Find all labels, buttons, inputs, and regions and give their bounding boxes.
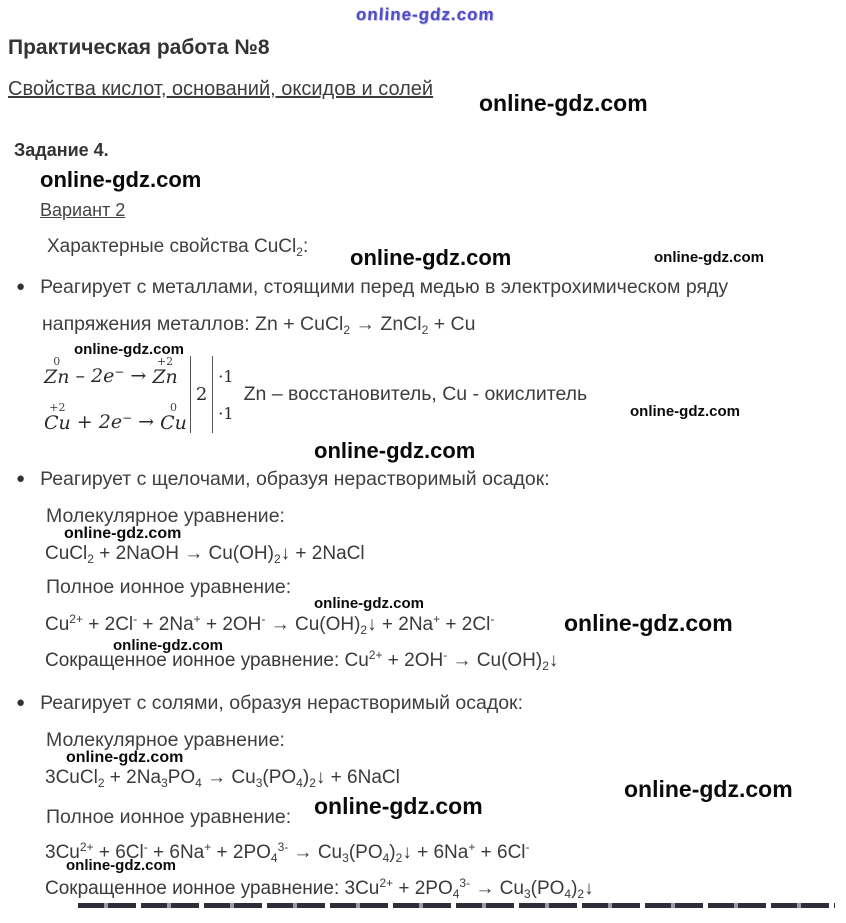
page-title: Практическая работа №8	[8, 36, 270, 59]
bullet-icon: ●	[16, 470, 26, 487]
page-subtitle: Свойства кислот, оснований, оксидов и солей	[8, 78, 434, 100]
molecular-equation-2: 3CuCl$_2$ + $2Na_3PO_4$ → $Cu_3(PO_4)_2↓$ + 6NaCl	[45, 767, 400, 790]
watermark: online-gdz.com	[40, 167, 202, 192]
watermark: online-gdz.com	[113, 637, 223, 654]
watermark-distorted-top: online-gdz.com	[355, 5, 496, 24]
watermark: online-gdz.com	[314, 595, 424, 612]
molecular-equation-1: CuCl$_2$ + 2NaOH → $Cu(OH)_2↓$ + 2NaCl	[45, 543, 365, 566]
redox-conclusion: Zn – восстановитель, Cu - окислитель	[243, 383, 588, 405]
oxidation-state-cu-right: 0 Cu	[160, 401, 187, 434]
bullet-text: Реагирует с металлами, стоящими перед медью в электрохимическом ряду	[40, 276, 729, 298]
cropped-text-sliver	[78, 903, 835, 908]
bullet-item-salts	[16, 692, 523, 715]
redox-balance-block	[44, 356, 587, 433]
watermark: online-gdz.com	[564, 610, 733, 636]
bullet-item-metals	[16, 276, 728, 299]
watermark: online-gdz.com	[66, 749, 184, 766]
watermark: online-gdz.com	[350, 245, 512, 270]
balance-multipliers: ·1 ·1	[218, 366, 234, 423]
molecular-equation-label: Молекулярное уравнение:	[46, 505, 285, 527]
electron-term: + 2e−	[76, 411, 133, 433]
molecular-equation-label: Молекулярное уравнение:	[46, 729, 285, 751]
oxidation-state-zn-left: 0 Zn	[44, 355, 70, 388]
watermark: online-gdz.com	[314, 438, 476, 463]
full-ionic-equation-label: Полное ионное уравнение:	[46, 806, 292, 828]
full-ionic-equation-1: $Cu^{2+} + 2Cl^- + 2Na^+ + 2OH^-$ → $Cu(OH)_2↓ + 2Na^+ + 2Cl^-$	[45, 612, 495, 637]
watermark: online-gdz.com	[630, 403, 740, 420]
full-ionic-equation-2: $3Cu^{2+} + 6Cl^- + 6Na^+ + 2PO_4^{3-}$ → $Cu_3(PO_4)_2↓ + 6Na^+ + 6Cl^-$	[45, 840, 530, 865]
oxidation-state-cu-left: +2 Cu	[44, 401, 71, 434]
watermark: online-gdz.com	[654, 249, 764, 266]
redox-row-cu	[44, 402, 187, 433]
balance-divider-line	[190, 356, 191, 433]
oxidation-state-zn-right: +2 Zn	[152, 355, 178, 388]
bullet-text: Реагирует с солями, образуя нерастворимый осадок:	[40, 692, 524, 714]
intro-line: Характерные свойства CuCl$_2$:	[47, 236, 309, 259]
task-label: Задание 4.	[14, 140, 109, 160]
electron-total: 2	[195, 384, 208, 405]
watermark: online-gdz.com	[479, 90, 648, 116]
bullet-icon: ●	[16, 694, 26, 711]
short-ionic-equation-2: Сокращенное ионное уравнение: $3Cu^{2+} + 2PO_4^{3-}$ → $Cu_3(PO_4)_2↓$	[45, 876, 594, 901]
watermark: online-gdz.com	[74, 341, 184, 358]
watermark: online-gdz.com	[624, 776, 793, 802]
redox-rows	[44, 356, 187, 433]
arrow-icon: →	[130, 365, 147, 387]
redox-row-zn	[44, 356, 187, 387]
metals-equation-line: напряжения металлов: Zn + CuCl$_2$ → ZnCl$_2$ + Cu	[42, 313, 476, 337]
bullet-icon: ●	[16, 278, 26, 295]
electron-term: – 2e−	[75, 365, 125, 387]
balance-divider-line	[212, 356, 213, 433]
variant-label: Вариант 2	[40, 200, 126, 220]
watermark: online-gdz.com	[64, 525, 182, 542]
bullet-text: Реагирует с щелочами, образуя нерастворимый осадок:	[40, 468, 550, 490]
bullet-item-alkalis	[16, 468, 550, 491]
watermark: online-gdz.com	[66, 857, 176, 874]
short-ionic-equation-1: Сокращенное ионное уравнение: $Cu^{2+} + 2OH^-$ → $Cu(OH)_2↓$	[45, 648, 559, 673]
full-ionic-equation-label: Полное ионное уравнение:	[46, 576, 292, 598]
watermark: online-gdz.com	[314, 793, 483, 819]
arrow-icon: →	[138, 411, 155, 433]
